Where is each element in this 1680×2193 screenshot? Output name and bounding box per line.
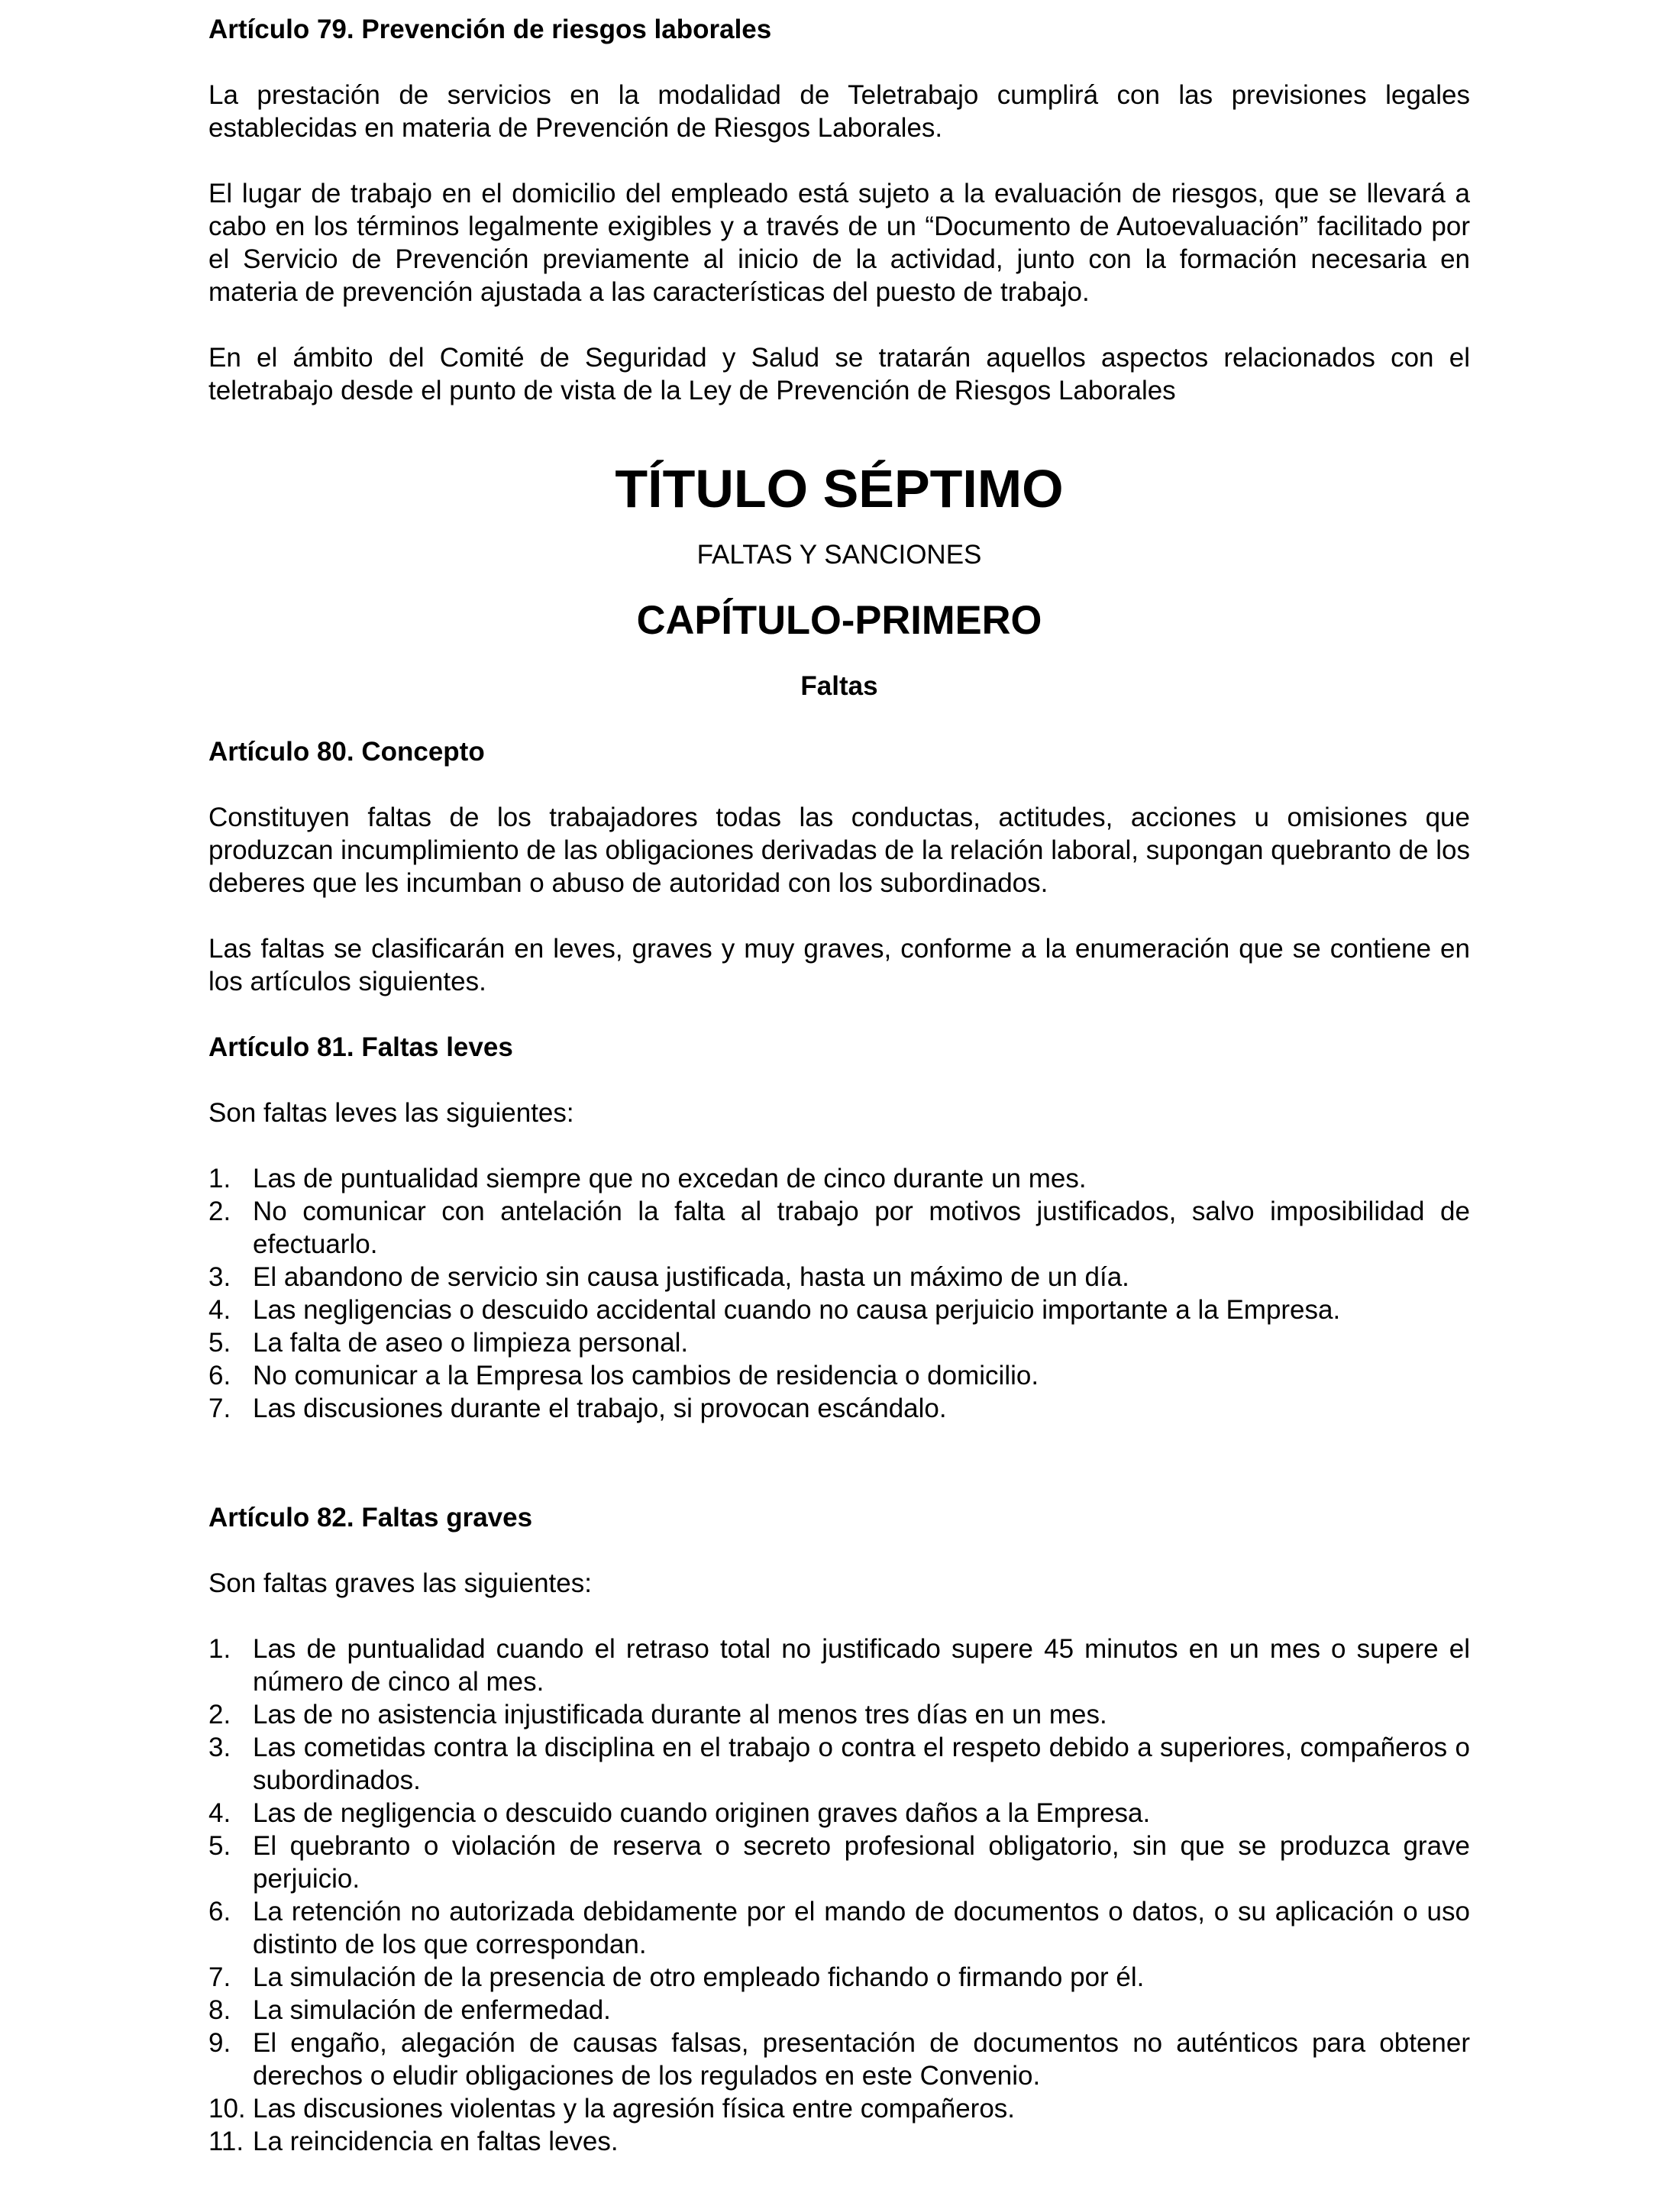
list-item [208, 1633, 1470, 1698]
list-item-text: Las de negligencia o descuido cuando originen graves daños a la Empresa. [253, 1798, 1151, 1828]
list-item-text: La simulación de la presencia de otro empleado fichando o firmando por él. [253, 1962, 1145, 1992]
article-79-paragraph-3: En el ámbito del Comité de Seguridad y Salud se tratarán aquellos aspectos relacionados con el teletrabajo desde el punto de vista de la Ley de Prevención de Riesgos Laborales [208, 343, 1470, 405]
list-item [208, 1359, 1470, 1392]
list-item-text: El quebranto o violación de reserva o secreto profesional obligatorio, sin que se produzca grave perjuicio. [253, 1831, 1470, 1894]
list-item-text: La retención no autorizada debidamente por el mando de documentos o datos, o su aplicación o uso distinto de los que correspondan. [253, 1897, 1470, 1959]
list-item-marker: 2. [208, 1700, 231, 1730]
list-item [208, 1830, 1470, 1895]
list-item-marker: 6. [208, 1897, 231, 1927]
list-item-text: Las de no asistencia injustificada durante al menos tres días en un mes. [253, 1700, 1107, 1730]
list-item [208, 1961, 1470, 1994]
article-82-intro: Son faltas graves las siguientes: [208, 1568, 592, 1598]
list-item-marker: 11. [208, 2127, 244, 2156]
list-item-text: No comunicar con antelación la falta al trabajo por motivos justificados, salvo imposibilidad de efectuarlo. [253, 1197, 1470, 1259]
list-item-marker: 10. [208, 2094, 246, 2124]
list-item [208, 2125, 1470, 2158]
list-item-text: La simulación de enfermedad. [253, 1995, 611, 2025]
list-item [208, 1895, 1470, 1961]
list-item-marker: 3. [208, 1733, 231, 1762]
article-81-intro: Son faltas leves las siguientes: [208, 1098, 574, 1128]
list-item-marker: 1. [208, 1164, 231, 1193]
titulo-septimo-heading: TÍTULO SÉPTIMO [615, 459, 1064, 518]
faltas-graves-list [208, 1633, 1470, 2158]
list-item [208, 1294, 1470, 1326]
list-item-marker: 8. [208, 1995, 231, 2025]
list-item-marker: 5. [208, 1831, 231, 1861]
list-item-marker: 7. [208, 1394, 231, 1423]
list-item-text: Las negligencias o descuido accidental cuando no causa perjuicio importante a la Empresa. [253, 1295, 1341, 1325]
list-item-text: Las cometidas contra la disciplina en el trabajo o contra el respeto debido a superiores, compañeros o subordinados. [253, 1733, 1470, 1795]
list-item [208, 1195, 1470, 1261]
list-item-text: El abandono de servicio sin causa justificada, hasta un máximo de un día. [253, 1262, 1129, 1292]
list-item-marker: 3. [208, 1262, 231, 1292]
list-item-text: Las de puntualidad cuando el retraso total no justificado supere 45 minutos en un mes o supere el número de cinco al mes. [253, 1634, 1470, 1697]
article-80-paragraph-1: Constituyen faltas de los trabajadores todas las conductas, actitudes, acciones u omisiones que produzcan incumplimiento de las obligaciones derivadas de la relación laboral, supongan quebranto de los deberes que les incumban o abuso de autoridad con los subordinados. [208, 803, 1470, 898]
list-item-text: El engaño, alegación de causas falsas, presentación de documentos no auténticos para obtener derechos o eludir obligaciones de los regulados en este Convenio. [253, 2028, 1470, 2091]
list-item-marker: 4. [208, 1798, 231, 1828]
list-item-marker: 4. [208, 1295, 231, 1325]
article-80-paragraph-2: Las faltas se clasificarán en leves, graves y muy graves, conforme a la enumeración que se contiene en los artículos siguientes. [208, 934, 1470, 996]
list-item-text: La reincidencia en faltas leves. [253, 2127, 619, 2156]
list-item [208, 2027, 1470, 2092]
article-80-heading: Artículo 80. Concepto [208, 737, 485, 767]
article-81-heading: Artículo 81. Faltas leves [208, 1032, 513, 1062]
capitulo-primero-heading: CAPÍTULO-PRIMERO [636, 598, 1042, 643]
list-item-text: No comunicar a la Empresa los cambios de residencia o domicilio. [253, 1361, 1039, 1390]
list-item-marker: 5. [208, 1328, 231, 1358]
list-item [208, 1731, 1470, 1797]
list-item-marker: 2. [208, 1197, 231, 1226]
article-82-heading: Artículo 82. Faltas graves [208, 1503, 533, 1533]
list-item-marker: 7. [208, 1962, 231, 1992]
faltas-leves-list [208, 1162, 1470, 1425]
article-79-paragraph-2: El lugar de trabajo en el domicilio del empleado está sujeto a la evaluación de riesgos, que se llevará a cabo en los términos legalmente exigibles y a través de un “Documento de Autoevaluación” facilitado por el Servicio de Prevención previamente al inicio de la actividad, junto con la formación necesaria en materia de prevención ajustada a las características del puesto de trabajo. [208, 179, 1470, 307]
list-item-text: Las de puntualidad siempre que no excedan de cinco durante un mes. [253, 1164, 1087, 1193]
list-item [208, 1797, 1470, 1830]
list-item-marker: 6. [208, 1361, 231, 1390]
list-item [208, 1326, 1470, 1359]
list-item-marker: 9. [208, 2028, 231, 2058]
list-item [208, 1698, 1470, 1731]
list-item [208, 1261, 1470, 1294]
article-79-heading: Artículo 79. Prevención de riesgos laborales [208, 15, 772, 44]
list-item-text: Las discusiones violentas y la agresión física entre compañeros. [253, 2094, 1016, 2124]
list-item-marker: 1. [208, 1634, 231, 1664]
list-item [208, 1994, 1470, 2027]
article-79-paragraph-1: La prestación de servicios en la modalidad de Teletrabajo cumplirá con las previsiones legales establecidas en materia de Prevención de Riesgos Laborales. [208, 80, 1470, 143]
list-item-text: Las discusiones durante el trabajo, si provocan escándalo. [253, 1394, 947, 1423]
faltas-subheading: Faltas [800, 671, 878, 701]
list-item [208, 1392, 1470, 1425]
faltas-y-sanciones-subtitle: FALTAS Y SANCIONES [696, 540, 982, 570]
list-item [208, 1162, 1470, 1195]
list-item [208, 2092, 1470, 2125]
list-item-text: La falta de aseo o limpieza personal. [253, 1328, 689, 1358]
